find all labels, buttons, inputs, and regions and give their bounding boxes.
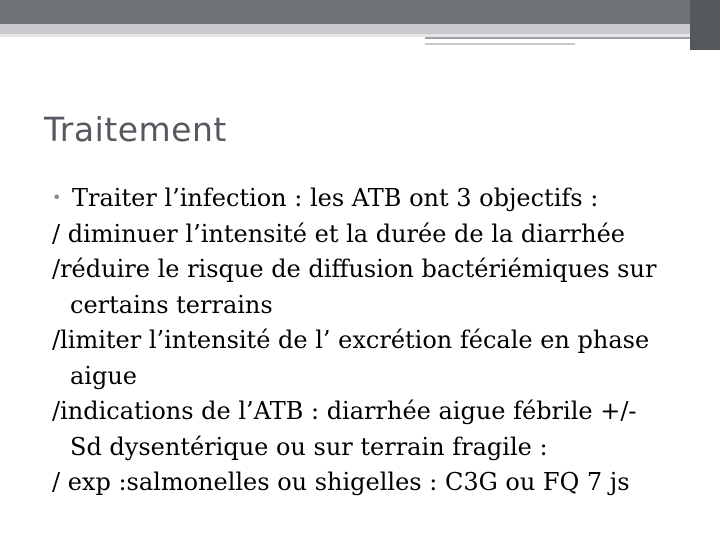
slide-title: Traitement [44, 110, 227, 149]
header-bar-cap [690, 0, 720, 50]
header-bar-grey [0, 24, 690, 34]
bullet-item [52, 180, 692, 217]
body-line: / exp :salmonelles ou shigelles : C3G ou FQ 7 js [52, 468, 630, 496]
header-accent-line-short [425, 43, 575, 45]
header-accent-line [425, 37, 690, 39]
body-line: Traiter l’infection : les ATB ont 3 objectifs : [72, 184, 599, 212]
slide-body [52, 180, 692, 501]
body-line: / diminuer l’intensité et la durée de la diarrhée [52, 219, 625, 248]
body-line: /réduire le risque de diffusion bactériémiques sur [52, 255, 657, 283]
body-line-continuation: certains terrains [70, 290, 273, 319]
body-line-continuation: Sd dysentérique ou sur terrain fragile : [70, 432, 548, 461]
body-line: /indications de l’ATB : diarrhée aigue fébrile +/- [52, 397, 637, 425]
body-line: /limiter l’intensité de l’ excrétion fécale en phase [52, 326, 650, 354]
header-bar-dark [0, 0, 720, 24]
bullet-icon: • [52, 188, 62, 207]
body-line-continuation: aigue [70, 361, 138, 390]
